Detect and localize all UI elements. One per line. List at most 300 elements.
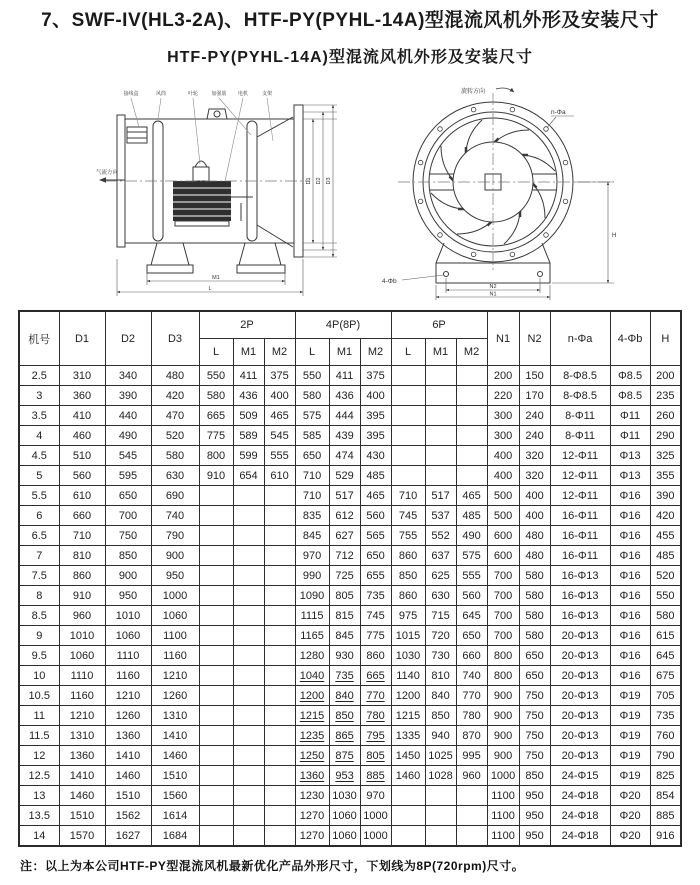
table-cell: 1270 (295, 806, 329, 826)
table-cell: 610 (264, 466, 295, 486)
table-cell (233, 786, 264, 806)
table-cell: 529 (329, 466, 360, 486)
table-cell: 950 (105, 586, 151, 606)
table-cell: Φ19 (610, 766, 650, 786)
column-header: 4-Φb (610, 311, 650, 366)
table-cell: 300 (487, 426, 519, 446)
table-cell (233, 546, 264, 566)
table-cell: 375 (360, 366, 391, 386)
table-cell: Φ16 (610, 606, 650, 626)
table-cell: 560 (456, 586, 487, 606)
table-cell: 1160 (151, 646, 199, 666)
table-cell (391, 466, 425, 486)
table-cell (199, 606, 233, 626)
table-cell: 470 (151, 406, 199, 426)
table-cell: Φ13 (610, 466, 650, 486)
table-cell: 310 (59, 366, 105, 386)
table-row (19, 626, 681, 646)
table-cell (233, 806, 264, 826)
table-cell: 900 (487, 686, 519, 706)
table-cell: 735 (360, 586, 391, 606)
table-cell: 517 (329, 486, 360, 506)
table-cell: 610 (59, 486, 105, 506)
table-row (19, 406, 681, 426)
table-cell: 580 (199, 386, 233, 406)
table-cell (199, 826, 233, 847)
table-cell (264, 706, 295, 726)
table-cell (233, 586, 264, 606)
table-cell: 537 (425, 506, 456, 526)
table-cell: 12-Φ11 (550, 466, 610, 486)
table-cell: 320 (519, 466, 550, 486)
table-cell: 3.5 (19, 406, 59, 426)
table-cell: 439 (329, 426, 360, 446)
dimensions-table (18, 310, 682, 847)
table-cell: 420 (650, 506, 681, 526)
table-cell: 2.5 (19, 366, 59, 386)
table-cell (264, 786, 295, 806)
table-cell: 735 (329, 666, 360, 686)
table-cell: 510 (59, 446, 105, 466)
table-cell: 1270 (295, 826, 329, 847)
table-cell: 1000 (360, 806, 391, 826)
table-cell: 650 (295, 446, 329, 466)
column-subheader: L (199, 339, 233, 366)
table-cell (264, 766, 295, 786)
table-cell: 1460 (151, 746, 199, 766)
table-cell: 24-Φ15 (550, 766, 610, 786)
column-subheader: L (391, 339, 425, 366)
table-cell: 12-Φ11 (550, 446, 610, 466)
table-cell: 474 (329, 446, 360, 466)
dim-l: L (208, 286, 212, 292)
table-cell: 7.5 (19, 566, 59, 586)
table-cell: 627 (329, 526, 360, 546)
table-cell: 1140 (391, 666, 425, 686)
table-cell (199, 746, 233, 766)
table-cell: 810 (425, 666, 456, 686)
table-cell (264, 486, 295, 506)
table-cell: 240 (519, 406, 550, 426)
table-cell: 1160 (105, 666, 151, 686)
table-cell: 715 (425, 606, 456, 626)
table-cell: 552 (425, 526, 456, 546)
table-cell: 600 (487, 526, 519, 546)
table-cell: 850 (105, 546, 151, 566)
airflow-direction (96, 168, 125, 183)
table-cell (233, 706, 264, 726)
table-cell: 975 (391, 606, 425, 626)
junction-box (127, 127, 147, 143)
table-cell: 1250 (295, 746, 329, 766)
table-cell: 589 (233, 426, 264, 446)
column-header: N1 (487, 311, 519, 366)
table-cell: 790 (650, 746, 681, 766)
table-cell: Φ16 (610, 486, 650, 506)
table-cell (264, 806, 295, 826)
table-cell: 725 (329, 566, 360, 586)
table-cell: 1684 (151, 826, 199, 847)
table-cell: Φ16 (610, 566, 650, 586)
table-cell (391, 426, 425, 446)
table-cell: 560 (59, 466, 105, 486)
table-cell: 760 (650, 726, 681, 746)
table-cell: 20-Φ13 (550, 746, 610, 766)
table-cell (233, 486, 264, 506)
table-cell: 630 (425, 586, 456, 606)
table-cell (233, 666, 264, 686)
table-cell (456, 806, 487, 826)
table-row (19, 526, 681, 546)
table-cell: 845 (329, 626, 360, 646)
table-cell: 930 (329, 646, 360, 666)
table-cell: 1570 (59, 826, 105, 847)
table-cell: 200 (650, 366, 681, 386)
table-cell: 800 (199, 446, 233, 466)
table-cell: 24-Φ18 (550, 786, 610, 806)
footnote: 注：以上为本公司HTF-PY型混流风机最新优化产品外形尺寸，下划线为8P(720rpm)尺寸。 (20, 859, 525, 873)
fan-front-view-drawing (378, 85, 633, 303)
table-cell: 12 (19, 746, 59, 766)
table-cell: 1210 (59, 706, 105, 726)
table-cell: 720 (425, 626, 456, 646)
table-cell (425, 806, 456, 826)
table-cell: 580 (519, 606, 550, 626)
table-cell: 770 (360, 686, 391, 706)
table-cell (456, 406, 487, 426)
table-cell: 730 (425, 646, 456, 666)
table-cell: 750 (519, 746, 550, 766)
table-cell: 16-Φ11 (550, 506, 610, 526)
table-cell: 900 (105, 566, 151, 586)
table-cell: 1614 (151, 806, 199, 826)
motor (173, 181, 231, 226)
table-cell (199, 526, 233, 546)
table-cell: Φ20 (610, 826, 650, 847)
table-cell: 1060 (329, 826, 360, 847)
table-row (19, 706, 681, 726)
table-cell: 750 (519, 686, 550, 706)
table-cell (456, 426, 487, 446)
column-subheader: M2 (456, 339, 487, 366)
table-cell: 11 (19, 706, 59, 726)
table-cell (456, 826, 487, 847)
table-cell: 815 (329, 606, 360, 626)
table-cell: 1165 (295, 626, 329, 646)
column-group-header: 2P (199, 311, 295, 339)
table-cell: 1215 (295, 706, 329, 726)
fan-side-view-drawing (95, 85, 350, 300)
table-cell: 850 (425, 706, 456, 726)
table-cell: 655 (360, 566, 391, 586)
table-cell: 1025 (425, 746, 456, 766)
table-cell: 1100 (487, 826, 519, 847)
table-cell: 745 (391, 506, 425, 526)
table-cell: 1000 (487, 766, 519, 786)
table-cell: 1360 (295, 766, 329, 786)
table-cell: 465 (360, 486, 391, 506)
table-cell: Φ11 (610, 406, 650, 426)
table-cell: 950 (151, 566, 199, 586)
table-cell: 675 (650, 666, 681, 686)
table-cell: 850 (391, 566, 425, 586)
table-cell: 300 (487, 406, 519, 426)
table-cell: 660 (456, 646, 487, 666)
table-cell (199, 626, 233, 646)
table-cell (425, 446, 456, 466)
table-cell: 390 (650, 486, 681, 506)
table-cell: 1000 (151, 586, 199, 606)
table-cell (425, 826, 456, 847)
table-cell (264, 666, 295, 686)
table-cell: 1110 (105, 646, 151, 666)
table-cell (199, 486, 233, 506)
table-cell: 835 (295, 506, 329, 526)
callout-rib: 加强筋 (211, 91, 227, 97)
table-cell: 430 (360, 446, 391, 466)
table-cell: 1210 (105, 686, 151, 706)
column-subheader: M1 (233, 339, 264, 366)
table-cell (199, 666, 233, 686)
table-cell (425, 406, 456, 426)
table-cell: 1000 (360, 826, 391, 847)
table-cell: 1160 (59, 686, 105, 706)
table-cell: 795 (360, 726, 391, 746)
table-cell: 775 (360, 626, 391, 646)
table-cell (391, 386, 425, 406)
table-cell: 700 (487, 566, 519, 586)
table-cell: 700 (105, 506, 151, 526)
table-cell: 12.5 (19, 766, 59, 786)
table-cell: 11.5 (19, 726, 59, 746)
table-cell: 953 (329, 766, 360, 786)
table-cell (233, 826, 264, 847)
table-cell: 750 (519, 706, 550, 726)
table-cell (199, 786, 233, 806)
table-cell: 8 (19, 586, 59, 606)
table-cell: Φ19 (610, 746, 650, 766)
table-row (19, 666, 681, 686)
table-cell: 885 (650, 806, 681, 826)
dim-m1: M1 (212, 275, 220, 281)
table-cell (233, 506, 264, 526)
table-cell (264, 506, 295, 526)
table-cell: 460 (59, 426, 105, 446)
table-cell: Φ16 (610, 586, 650, 606)
table-cell: 240 (519, 426, 550, 446)
table-cell (233, 646, 264, 666)
table-cell: 436 (329, 386, 360, 406)
table-row (19, 546, 681, 566)
table-cell: 775 (199, 426, 233, 446)
table-cell: 465 (264, 406, 295, 426)
table-row (19, 386, 681, 406)
dim-d3: D3 (326, 177, 332, 185)
table-cell (264, 726, 295, 746)
table-cell: 455 (650, 526, 681, 546)
table-cell: 411 (329, 366, 360, 386)
table-row (19, 646, 681, 666)
table-cell: 970 (295, 546, 329, 566)
table-cell: Φ16 (610, 506, 650, 526)
table-cell: 8-Φ11 (550, 406, 610, 426)
table-cell: 740 (151, 506, 199, 526)
table-cell (233, 686, 264, 706)
table-cell: 600 (487, 546, 519, 566)
table-cell: 375 (264, 366, 295, 386)
table-cell: 1510 (151, 766, 199, 786)
table-cell: Φ16 (610, 626, 650, 646)
table-row (19, 726, 681, 746)
table-cell: 630 (151, 466, 199, 486)
table-cell: 400 (519, 486, 550, 506)
table-cell: 24-Φ18 (550, 806, 610, 826)
table-cell: 517 (425, 486, 456, 506)
table-cell: 870 (456, 726, 487, 746)
table-cell (233, 526, 264, 546)
table-cell: 960 (59, 606, 105, 626)
table-cell (199, 806, 233, 826)
table-cell: 700 (487, 606, 519, 626)
table-cell (425, 386, 456, 406)
table-cell: Φ19 (610, 726, 650, 746)
table-cell: 860 (391, 546, 425, 566)
table-cell: 8-Φ8.5 (550, 386, 610, 406)
table-cell: 485 (456, 506, 487, 526)
table-cell: 625 (425, 566, 456, 586)
table-cell (199, 586, 233, 606)
table-cell: 850 (329, 706, 360, 726)
table-cell (456, 386, 487, 406)
table-row (19, 446, 681, 466)
table-cell: 910 (59, 586, 105, 606)
table-cell (391, 786, 425, 806)
table-cell: 650 (519, 646, 550, 666)
table-row (19, 786, 681, 806)
table-cell: 1060 (59, 646, 105, 666)
table-cell: 400 (487, 446, 519, 466)
table-cell: 865 (329, 726, 360, 746)
table-cell: 1115 (295, 606, 329, 626)
table-cell: 485 (360, 466, 391, 486)
table-cell: 840 (425, 686, 456, 706)
table-cell: Φ19 (610, 706, 650, 726)
table-cell: 20-Φ13 (550, 646, 610, 666)
table-cell: 900 (487, 706, 519, 726)
table-cell: 360 (59, 386, 105, 406)
table-cell: 960 (456, 766, 487, 786)
table-cell: 325 (650, 446, 681, 466)
table-cell (233, 566, 264, 586)
table-cell: 400 (360, 386, 391, 406)
table-cell: 1510 (105, 786, 151, 806)
table-cell: Φ11 (610, 426, 650, 446)
table-cell: 340 (105, 366, 151, 386)
table-cell (425, 366, 456, 386)
table-cell (233, 626, 264, 646)
table-cell: 1360 (105, 726, 151, 746)
table-cell: 1030 (329, 786, 360, 806)
callout-casing: 风筒 (155, 91, 167, 97)
table-cell: 1310 (59, 726, 105, 746)
table-cell (264, 686, 295, 706)
table-cell: 1450 (391, 746, 425, 766)
table-cell: 805 (360, 746, 391, 766)
table-cell (264, 526, 295, 546)
table-cell: 1280 (295, 646, 329, 666)
table-cell: 645 (456, 606, 487, 626)
foot-right (239, 243, 281, 265)
table-cell: 555 (456, 566, 487, 586)
column-header: N2 (519, 311, 550, 366)
table-cell: 900 (487, 726, 519, 746)
table-cell: 400 (519, 506, 550, 526)
table-cell: 1200 (391, 686, 425, 706)
dim-d1: D1 (306, 177, 312, 185)
table-cell (425, 426, 456, 446)
table-cell: 810 (59, 546, 105, 566)
table-cell: 1410 (151, 726, 199, 746)
callout-bracket: 支架 (261, 91, 273, 97)
table-cell: 410 (59, 406, 105, 426)
table-cell: 1560 (151, 786, 199, 806)
table-row (19, 606, 681, 626)
table-cell: 480 (519, 526, 550, 546)
table-cell: 875 (329, 746, 360, 766)
table-row (19, 686, 681, 706)
table-cell: 3 (19, 386, 59, 406)
table-cell: 220 (487, 386, 519, 406)
table-cell: 400 (264, 386, 295, 406)
table-cell: 1460 (391, 766, 425, 786)
table-cell: 825 (650, 766, 681, 786)
table-cell: 970 (360, 786, 391, 806)
table-cell: 660 (59, 506, 105, 526)
table-cell: 520 (650, 566, 681, 586)
table-cell: 16-Φ13 (550, 586, 610, 606)
column-subheader: M1 (425, 339, 456, 366)
table-cell: 900 (151, 546, 199, 566)
table-cell: 480 (151, 366, 199, 386)
foot-left (151, 243, 189, 265)
table-cell: 580 (650, 606, 681, 626)
table-cell: 13 (19, 786, 59, 806)
table-cell (456, 466, 487, 486)
diffuser-cone (257, 117, 293, 247)
table-cell: 150 (519, 366, 550, 386)
table-cell: 520 (151, 426, 199, 446)
callout-impeller: 叶轮 (187, 91, 199, 97)
table-cell: 580 (151, 446, 199, 466)
table-cell (425, 466, 456, 486)
table-cell (391, 406, 425, 426)
table-cell: 1562 (105, 806, 151, 826)
table-cell (264, 746, 295, 766)
table-cell (199, 766, 233, 786)
table-cell: 990 (295, 566, 329, 586)
table-cell: 560 (360, 506, 391, 526)
table-cell: 1015 (391, 626, 425, 646)
table-cell: 860 (59, 566, 105, 586)
table-cell (233, 726, 264, 746)
bolt-hole-label: n-Φa (551, 109, 566, 116)
table-row (19, 826, 681, 847)
table-cell: 1260 (105, 706, 151, 726)
table-cell: 595 (105, 466, 151, 486)
table-cell: 24-Φ18 (550, 826, 610, 847)
table-cell: 500 (487, 506, 519, 526)
table-row (19, 506, 681, 526)
